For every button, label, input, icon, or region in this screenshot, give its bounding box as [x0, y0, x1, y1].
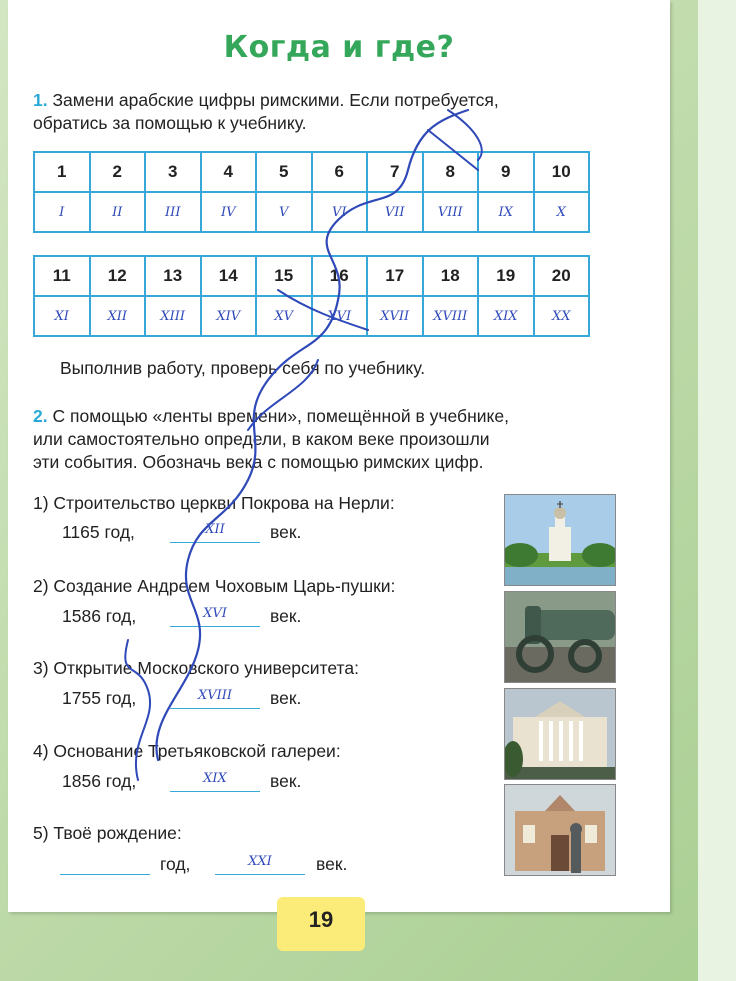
- table2-roman-cell[interactable]: XV: [256, 296, 312, 336]
- event-label: 3) Открытие Московского университета:: [33, 658, 359, 678]
- event-year: 1755 год,: [62, 688, 137, 708]
- table1-roman-cell[interactable]: X: [534, 192, 590, 232]
- building-icon: [505, 689, 615, 779]
- table1-roman-cell[interactable]: VIII: [423, 192, 479, 232]
- university-photo: [504, 688, 616, 780]
- table2-arabic-cell: 11: [34, 256, 90, 296]
- table2-roman-cell[interactable]: XVIII: [423, 296, 479, 336]
- event-label: 4) Основание Третьяковской галереи:: [33, 741, 341, 761]
- table2-arabic-cell: 13: [145, 256, 201, 296]
- task1-number: 1.: [33, 90, 48, 110]
- task1-text: [33, 89, 653, 135]
- table1-arabic-cell: 9: [478, 152, 534, 192]
- task2-line2: или самостоятельно определи, в каком веке произошли: [33, 429, 490, 449]
- table2-roman-cell[interactable]: XVII: [367, 296, 423, 336]
- table2-roman-cell[interactable]: XIV: [201, 296, 257, 336]
- background-strip: [698, 0, 736, 981]
- task1-line1: Замени арабские цифры римскими. Если потребуется,: [52, 90, 499, 110]
- table2-arabic-cell: 20: [534, 256, 590, 296]
- table1-arabic-row: [34, 152, 589, 192]
- event-label: 5) Твоё рождение:: [33, 823, 182, 843]
- page-number: 19: [308, 907, 334, 932]
- table2-arabic-cell: 16: [312, 256, 368, 296]
- task1-line2: обратись за помощью к учебнику.: [33, 113, 307, 133]
- table2-roman-row: [34, 296, 589, 336]
- table1-arabic-cell: 5: [256, 152, 312, 192]
- century-answer-field[interactable]: XXI: [215, 850, 305, 875]
- table2-arabic-cell: 12: [90, 256, 146, 296]
- table1-roman-cell[interactable]: IV: [201, 192, 257, 232]
- table1-roman-cell[interactable]: V: [256, 192, 312, 232]
- church-icon: [505, 495, 615, 585]
- century-suffix: век.: [270, 771, 302, 791]
- tsar-cannon-photo: [504, 591, 616, 683]
- century-suffix: век.: [316, 854, 348, 874]
- workbook-page: [8, 0, 670, 912]
- table2-arabic-cell: 17: [367, 256, 423, 296]
- gallery-icon: [505, 785, 615, 875]
- roman-table-1: [33, 151, 590, 233]
- event-label: 2) Создание Андреем Чоховым Царь-пушки:: [33, 576, 396, 596]
- table2-roman-cell[interactable]: XX: [534, 296, 590, 336]
- table2-roman-cell[interactable]: XVI: [312, 296, 368, 336]
- task2-text: [33, 405, 653, 474]
- table1-arabic-cell: 1: [34, 152, 90, 192]
- table1-arabic-cell: 4: [201, 152, 257, 192]
- table2-roman-cell[interactable]: XI: [34, 296, 90, 336]
- table1-arabic-cell: 6: [312, 152, 368, 192]
- table1-arabic-cell: 7: [367, 152, 423, 192]
- table1-roman-cell[interactable]: II: [90, 192, 146, 232]
- cannon-icon: [505, 592, 615, 682]
- table1-roman-cell[interactable]: III: [145, 192, 201, 232]
- table2-arabic-cell: 18: [423, 256, 479, 296]
- table2-roman-cell[interactable]: XII: [90, 296, 146, 336]
- task2-line1: С помощью «ленты времени», помещённой в учебнике,: [52, 406, 509, 426]
- event-year: год,: [160, 854, 191, 874]
- table1-roman-cell[interactable]: VII: [367, 192, 423, 232]
- century-answer-field[interactable]: XIX: [170, 767, 260, 792]
- task2-number: 2.: [33, 406, 48, 426]
- page-title: Когда и где?: [223, 30, 455, 65]
- event-year: 1856 год,: [62, 771, 137, 791]
- check-text: Выполнив работу, проверь себя по учебнику.: [60, 358, 426, 378]
- century-suffix: век.: [270, 688, 302, 708]
- church-photo: [504, 494, 616, 586]
- birth-year-field[interactable]: [60, 850, 150, 875]
- table1-arabic-cell: 8: [423, 152, 479, 192]
- page-number-tab: [277, 897, 365, 951]
- table1-roman-cell[interactable]: I: [34, 192, 90, 232]
- table2-arabic-cell: 19: [478, 256, 534, 296]
- table2-roman-cell[interactable]: XIX: [478, 296, 534, 336]
- century-answer-field[interactable]: XVIII: [170, 684, 260, 709]
- table1-roman-cell[interactable]: IX: [478, 192, 534, 232]
- table2-arabic-row: [34, 256, 589, 296]
- century-suffix: век.: [270, 522, 302, 542]
- table1-roman-cell[interactable]: VI: [312, 192, 368, 232]
- roman-table-2: [33, 255, 590, 337]
- century-suffix: век.: [270, 606, 302, 626]
- table1-arabic-cell: 10: [534, 152, 590, 192]
- table1-arabic-cell: 2: [90, 152, 146, 192]
- event-year: 1165 год,: [62, 522, 135, 542]
- table2-arabic-cell: 14: [201, 256, 257, 296]
- table2-roman-cell[interactable]: XIII: [145, 296, 201, 336]
- table2-arabic-cell: 15: [256, 256, 312, 296]
- century-answer-field[interactable]: XVI: [170, 602, 260, 627]
- century-answer-field[interactable]: XII: [170, 518, 260, 543]
- event-year: 1586 год,: [62, 606, 137, 626]
- table1-arabic-cell: 3: [145, 152, 201, 192]
- gallery-photo: [504, 784, 616, 876]
- table1-roman-row: [34, 192, 589, 232]
- event-label: 1) Строительство церкви Покрова на Нерли:: [33, 493, 395, 513]
- task2-line3: эти события. Обозначь века с помощью римских цифр.: [33, 452, 484, 472]
